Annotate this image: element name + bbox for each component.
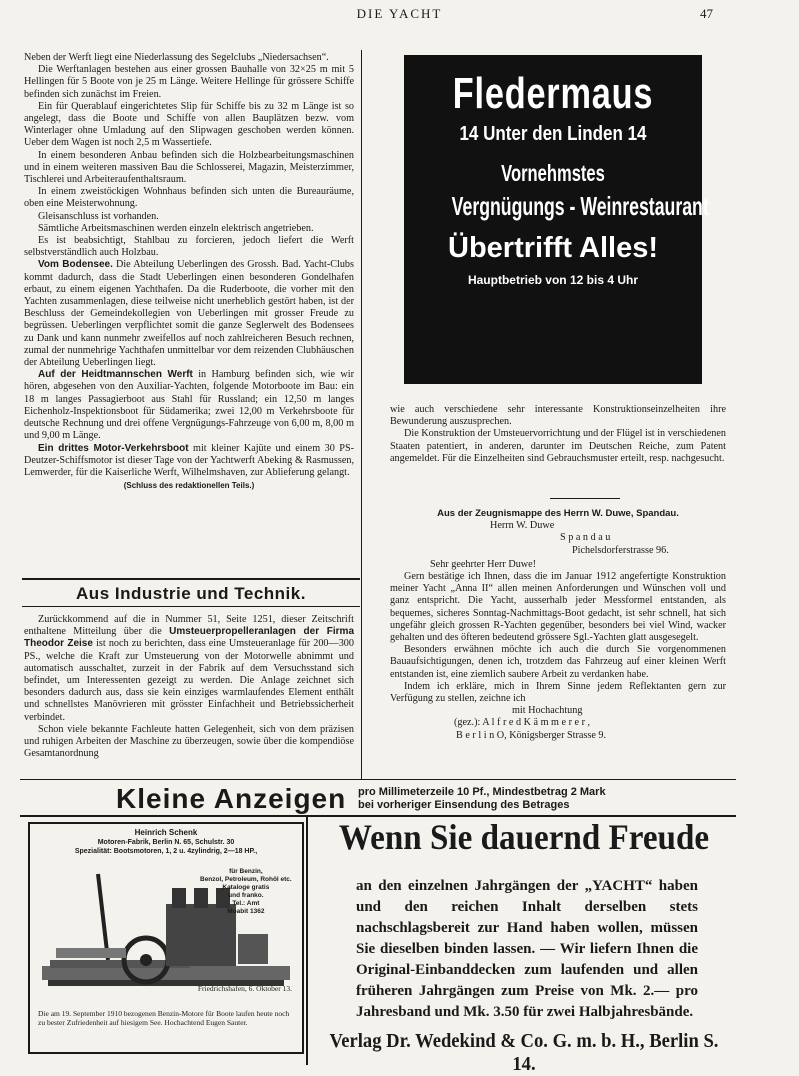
- page-number: 47: [700, 6, 713, 21]
- letter-street: Pichelsdorferstrasse 96.: [572, 544, 669, 556]
- column-divider: [361, 50, 362, 780]
- binding-advert-headline: Wenn Sie dauernd Freude: [338, 817, 710, 857]
- schenk-testimonial: Die am 19. September 1910 bezogenen Benzin-Motore für Boote laufen heute noch zu bester Zufriedenheit auf hiesigem See. Hochachtend Eugen Sauter.: [38, 1009, 290, 1027]
- paragraph: Ein für Querablauf eingerichtetes Slip für Schiffe bis zu 32 m Länge ist so angelegt, dass die Boote und Schiffe von allen Bauplätzen bezw. vom Winterlager ohne Umladung auf den Slipwagen geschoben werden können. Ueber dem Wagen ist noch 2,5 m Wassertiefe.: [24, 100, 354, 149]
- letter-addressee: Herrn W. Duwe: [490, 520, 555, 532]
- classifieds-price-note: [358, 786, 606, 812]
- advert-address: 14 Unter den Linden 14: [459, 123, 647, 145]
- paragraph: wie auch verschiedene sehr interessante Konstruktionseinzelheiten ihre Bewunderung auszusprechen.: [390, 404, 726, 428]
- publisher-line: Verlag Dr. Wedekind & Co. G. m. b. H., Berlin S. 14.: [329, 1030, 719, 1075]
- price-line: pro Millimeterzeile 10 Pf., Mindestbetrag 2 Mark: [358, 786, 606, 798]
- divider: [550, 498, 620, 499]
- paragraph: Es ist beabsichtigt, Stahlbau zu forcieren, jedoch liefert die Werft selbstverständlich auch Holzbau.: [24, 235, 354, 259]
- paragraph: Die Werftanlagen bestehen aus einer grossen Bauhalle von 32×25 m mit 5 Hellingen für 5 Boote von je 25 m Länge. Weitere Hellinge für grössere Schiffe befinden sich zunächst im Freien.: [24, 64, 354, 100]
- paragraph: Gern bestätige ich Ihnen, dass die im Januar 1912 angefertigte Konstruktion meiner Yacht „Anna II“ allen meinen Anforderungen und Wünschen voll und ganz entspricht. Die Yacht, ausserhalb jeder Messformel entstanden, als bequemes, sicheres Sonntag-Nachmittags-Boot gedacht, ist sehr schnell, hat sich ungefähr gleich grossen R-Yachten gegenüber, besonders bei viel Wind, wacker gehalten und des öfteren bedeutend grössere Sgl.-Yachten glatt ausgesegelt.: [390, 571, 726, 644]
- section-rule: [22, 606, 360, 607]
- letter-salutation: Sehr geehrter Herr Duwe!: [430, 558, 537, 570]
- advert-hours: Hauptbetrieb von 12 bis 4 Uhr: [467, 273, 639, 287]
- advert-claim: Übertrifft Alles!: [448, 232, 658, 264]
- paragraph: Sämtliche Arbeitsmaschinen werden einzeln elektrisch angetrieben.: [38, 222, 314, 234]
- paragraph: Neben der Werft liegt eine Niederlassung des Segelclubs „Niedersachsen“.: [24, 52, 329, 63]
- zeise-heading: Umsteuerpropelleranlagen der Firma Theodor Zeise: [24, 626, 355, 650]
- advert-name: Fledermaus: [452, 69, 654, 118]
- fuel-line: Tel.: Amt: [232, 900, 260, 907]
- fuel-line: Kataloge gratis: [222, 884, 270, 891]
- verkehrsboot-text: mit kleiner Kajüte und einem 30 PS-Deutzer-Schiffsmotor ist dieser Tage von der Yachtwerft Abeking & Rasmussen, Lemwerder, für die Kaiserliche Werft, Wilhelmshaven, zur Ablieferung gelangt.: [24, 442, 354, 478]
- letter-closing: mit Hochachtung: [512, 705, 583, 717]
- classifieds-title: Kleine Anzeigen: [116, 783, 347, 814]
- text-run: ist noch zu berichten, dass eine Umsteueranlage für 200—300 PS., welche die Kraft zur Umsteuerung von der Motorwelle abnimmt und automatisch ausschaltet, zurzeit in der Fabrik auf dem Versuchsstand sich befindet, um Interessenten gezeigt zu werden. Die Anlage zeichnet sich besonders dadurch aus, dass sie kein einziges warmlaufendes Element enthält und schnellstes Manövrieren mit grösster Einfachheit und Betriebssicherheit verbindet.: [24, 638, 354, 723]
- advert-tagline: Vergnügungs - Weinrestaurant: [451, 191, 709, 221]
- bodensee-heading: Vom Bodensee.: [38, 259, 113, 271]
- paragraph: In einem zweistöckigen Wohnhaus befinden sich unten die Bureauräume, oben eine Meisterwohnung.: [24, 186, 354, 210]
- letter-city: S p a n d a u: [560, 532, 611, 544]
- paragraph: Schon viele bekannte Fachleute hatten Gelegenheit, sich von dem präzisen und ruhigen Arbeiten der Maschine zu überzeugen, sowie über die kompendiöse Gesamtanordnung: [24, 723, 354, 760]
- fuel-line: für Benzin,: [229, 868, 263, 875]
- industry-article: [24, 614, 354, 760]
- paragraph: In einem besonderen Anbau befinden sich die Holzbearbeitungsmaschinen und in einem weiteren massiven Bau die Schlosserei, Magazin, Meisterzimmer, Tischlerei und Arbeiteraufenthaltsraum.: [24, 149, 354, 186]
- testimonial-date: Friedrichshafen, 6. Oktober 13.: [197, 984, 292, 993]
- left-column-article: [24, 52, 354, 492]
- schenk-advert: [28, 822, 304, 1054]
- running-title: DIE YACHT: [356, 6, 443, 21]
- schenk-fuel-info: [200, 868, 292, 916]
- editorial-conclusion: (Schluss des redaktionellen Teils.): [123, 481, 255, 491]
- paragraph-heidtmann: [24, 369, 354, 442]
- bodensee-text: Die Abteilung Ueberlingen des Grossh. Bad. Yacht-Clubs kommt dadurch, dass die Stadt Ueberlingen einen besonderen Gondelhafen erbaut, zu einem eigenen Yachthafen. Da die Ruderboote, die vorher mit den Yachten zusammenlagen, diese teilweise nicht unerheblich gestört haben, ist der Beschluss der Gemeindekollegien von Ueberlingen mit grosser Freude zu begrüssen. Ueberlingen verpflichtet somit die ganze Seglerwelt des Bodensees zu Dank und kann nunmehr zweifellos auf noch zahlreicheren Besuch rechnen, zumal der nunmehrige Yachthafen unmittelbar vor dem reizenden Clubhäuschen der Abteilung Ueberlingen liegt.: [24, 259, 354, 369]
- letter-body: [390, 571, 726, 705]
- section-rule: [22, 578, 360, 580]
- fuel-line: Moabit 1362: [227, 908, 265, 915]
- testimonial-letter: [390, 508, 726, 742]
- paragraph: Besonders erwähnen möchte ich auch die durch Sie vorgenommenen Bauaufsichtigungen, denen ich, trotzdem das Fahrzeug auf einer kleinen Werft entstanden ist, eine ziemlich saubere Arbeit zu verdanken habe.: [390, 644, 726, 680]
- heidtmann-heading: Auf der Heidtmannschen Werft: [38, 369, 193, 381]
- right-column-article: [390, 404, 726, 465]
- fuel-line: und franko.: [228, 892, 264, 899]
- letter-signature-address: B e r l i n O, Königsberger Strasse 9.: [456, 729, 607, 741]
- schenk-speciality: Spezialität: Bootsmotoren, 1, 2 u. 4zylindrig, 2—18 HP.,: [74, 848, 258, 855]
- binding-advert-body: an den einzelnen Jahrgängen der „YACHT“ haben und den reichen Inhalt derselben stets nachschlagsbereit zur Hand haben wollen, müssen Sie dieselben binden lassen. — Wir liefern Ihnen die Original-Einbanddecken zum laufenden und allen früheren Jahrgängen zum Preise von Mk. 2.— pro Jahresband und Mk. 3.50 für zwei Halbjahresbände.: [356, 878, 698, 1020]
- price-line: bei vorheriger Einsendung des Betrages: [358, 799, 570, 811]
- schenk-company: Heinrich Schenk: [134, 828, 198, 837]
- paragraph: [24, 614, 354, 724]
- section-rule: [20, 779, 736, 780]
- paragraph: Gleisanschluss ist vorhanden.: [38, 210, 159, 222]
- paragraph-verkehrsboot: [24, 443, 354, 480]
- paragraph: Die Konstruktion der Umsteuervorrichtung und der Flügel ist in verschiedenen Staaten patentiert, in anderen, darunter im Deutschen Reiche, zum Patent angemeldet. Für die Einzelheiten sind Gebrauchsmuster erteilt, resp. nachgesucht.: [390, 428, 726, 464]
- paragraph-bodensee: [24, 259, 354, 369]
- letter-heading: Aus der Zeugnismappe des Herrn W. Duwe, Spandau.: [437, 508, 679, 519]
- fledermaus-advert: [404, 55, 709, 384]
- advert-tagline: Vornehmstes: [501, 160, 605, 186]
- text-run: Zurückkommend auf die in Nummer 51, Seite 1251, dieser Zeitschrift enthaltene Mitteilung über die: [24, 614, 354, 638]
- heidtmann-text: in Hamburg befinden sich, wie wir hören, abgesehen von den Auxiliar-Yachten, folgende Motorboote im Bau: ein 18 m langes Passagierboot aus Stahl für Russland; ein 12,50 m langes Eichenholz-Inspektionsboot für Südamerika; zwei 12,00 m Verkehrsboote für deutsche Rechnung und drei offene Vergnügungs-Fahrzeuge von 6,00 m, 8,00 m und 9,00 m Länge.: [24, 369, 355, 442]
- verkehrsboot-heading: Ein drittes Motor-Verkehrsboot: [38, 442, 189, 454]
- fuel-line: Benzol, Petroleum, Rohöl etc.: [200, 876, 292, 883]
- schenk-address: Motoren-Fabrik, Berlin N. 65, Schulstr. 30: [97, 839, 235, 846]
- industry-section-title: Aus Industrie und Technik.: [76, 584, 306, 603]
- letter-signature: (gez.): A l f r e d K ä m m e r e r ,: [454, 717, 591, 729]
- paragraph: Indem ich erkläre, mich in Ihrem Sinne jedem Reflektanten gern zur Verfügung zu stellen, zeichne ich: [390, 680, 726, 705]
